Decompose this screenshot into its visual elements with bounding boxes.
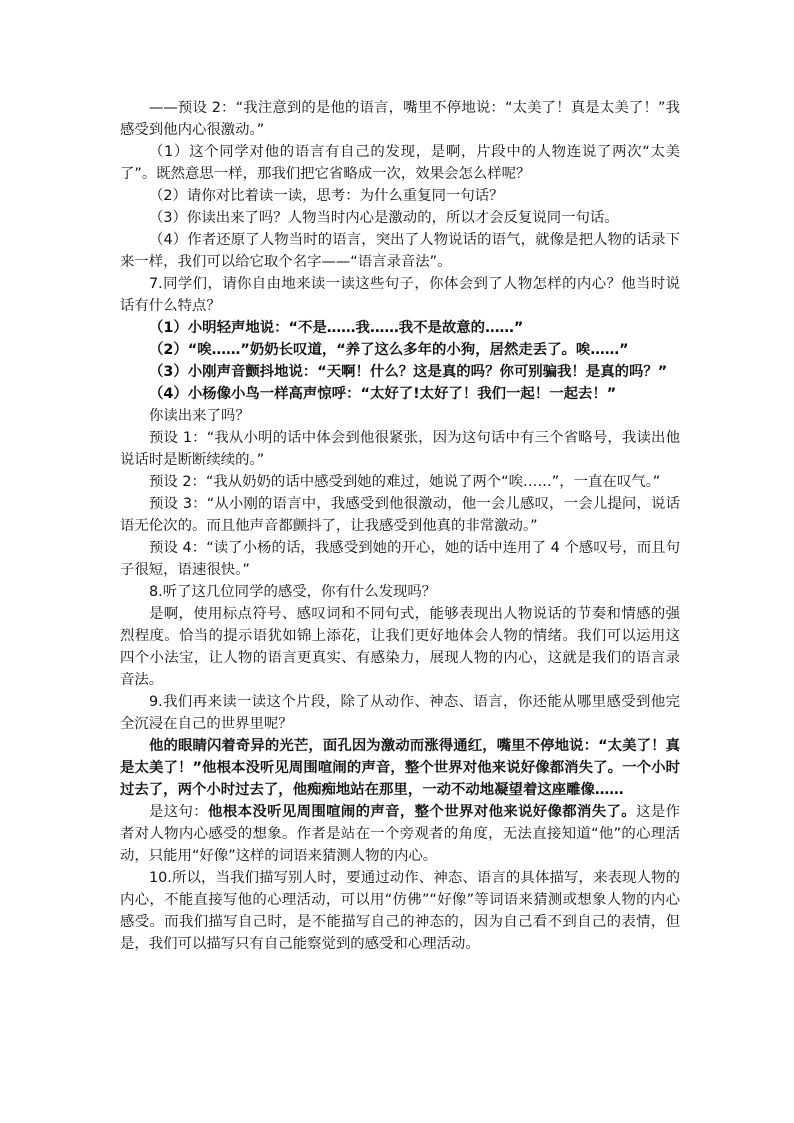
preset-2-answer: 预设 2：“我从奶奶的话中感受到她的难过，她说了两个“唉……”，一直在叹气。”	[149, 474, 661, 490]
this-sentence-rest: 这是作者对人物内心感受的想象。作者是站在一个旁观者的角度，无法直接知道“他”的心理活动，只能用“好像”这样的词语来猜测人物的内心。	[120, 804, 680, 864]
example-sentence-3: （3）小刚声音颤抖地说：“天啊！什么？这是真的吗？你可别骗我！是真的吗？”	[149, 364, 668, 380]
did-you-read-question: 你读出来了吗？	[149, 408, 250, 424]
step-10-conclusion: 10.所以，当我们描写别人时，要通过动作、神态、语言的具体描写，来表现人物的内心，不能直接写他的心理活动，可以用“仿佛”“好像”等词语来猜测或想象人物的内心感受。而我们描写自己时，是不能描写自己的神态的，因为自己看不到自己的表情，但是，我们可以描写只有自己能察觉到的感受和心理活动。	[120, 870, 680, 952]
step-7-prompt: 7.同学们，请你自由地来读一读这些句子，你体会到了人物怎样的内心？他当时说话有什么特点？	[120, 276, 680, 314]
question-1-omit-repeat: （1）这个同学对他的语言有自己的发现，是啊，片段中的人物连说了两次“太美了”。既然意思一样，那我们把它省略成一次，效果会怎么样呢？	[120, 144, 680, 182]
this-sentence-paragraph	[120, 801, 680, 867]
preset-2-language-quote: ——预设 2：“我注意到的是他的语言，嘴里不停地说：“太美了！真是太美了！”我感受到他内心很激动。”	[120, 100, 680, 138]
preset-1-answer: 预设 1：“我从小明的话中体会到他很紧张，因为这句话中有三个省略号，我读出他说话时是断断续续的。”	[120, 430, 680, 468]
this-sentence-prefix: 是这句：	[149, 804, 209, 820]
question-4-language-recording: （4）作者还原了人物当时的语言，突出了人物说话的语气，就像是把人物的话录下来一样，我们可以给它取个名字——“语言录音法”。	[120, 232, 680, 270]
step-8-prompt: 8.听了这几位同学的感受，你有什么发现吗？	[149, 584, 437, 600]
step-8-answer: 是啊，使用标点符号、感叹词和不同句式，能够表现出人物说话的节奏和情感的强烈程度。恰当的提示语犹如锦上添花，让我们更好地体会人物的情绪。我们可以运用这四个小法宝，让人物的语言更真实、有感染力，展现人物的内心，这就是我们的语言录音法。	[120, 606, 680, 688]
step-9-prompt: 9.我们再来读一读这个片段，除了从动作、神态、语言，你还能从哪里感受到他完全沉浸在自己的世界里呢？	[120, 694, 680, 732]
question-3-read-out: （3）你读出来了吗？人物当时内心是激动的，所以才会反复说同一句话。	[149, 210, 619, 226]
preset-4-answer: 预设 4：“读了小杨的话，我感受到她的开心，她的话中连用了 4 个感叹号，而且句子很短，语速很快。”	[120, 540, 680, 578]
example-sentence-4: （4）小杨像小鸟一样高声惊呼：“太好了!太好了！我们一起！一起去！”	[149, 386, 617, 402]
this-sentence-bold: 他根本没听见周围喧闹的声音，整个世界对他来说好像都消失了。	[208, 804, 637, 820]
excerpt-passage: 他的眼睛闪着奇异的光芒，面孔因为激动而涨得通红，嘴里不停地说：“太美了！真是太美了！”他根本没听见周围喧闹的声音，整个世界对他来说好像都消失了。一个小时过去了，两个小时过去了，他痴痴地站在那里，一动不动地凝望着这座雕像……	[120, 738, 680, 798]
preset-3-answer: 预设 3：“从小刚的语言中，我感受到他很激动，他一会儿感叹，一会儿提问，说话语无伦次的。而且他声音都颤抖了，让我感受到他真的非常激动。”	[120, 496, 680, 534]
question-2-compare: （2）请你对比着读一读，思考：为什么重复同一句话？	[149, 188, 504, 204]
lesson-plan-body	[120, 97, 680, 955]
example-sentence-1: （1）小明轻声地说：“不是……我……我不是故意的……”	[149, 320, 524, 336]
example-sentence-2: （2）“唉……”奶奶长叹道，“养了这么多年的小狗，居然走丢了。唉……”	[149, 342, 629, 358]
